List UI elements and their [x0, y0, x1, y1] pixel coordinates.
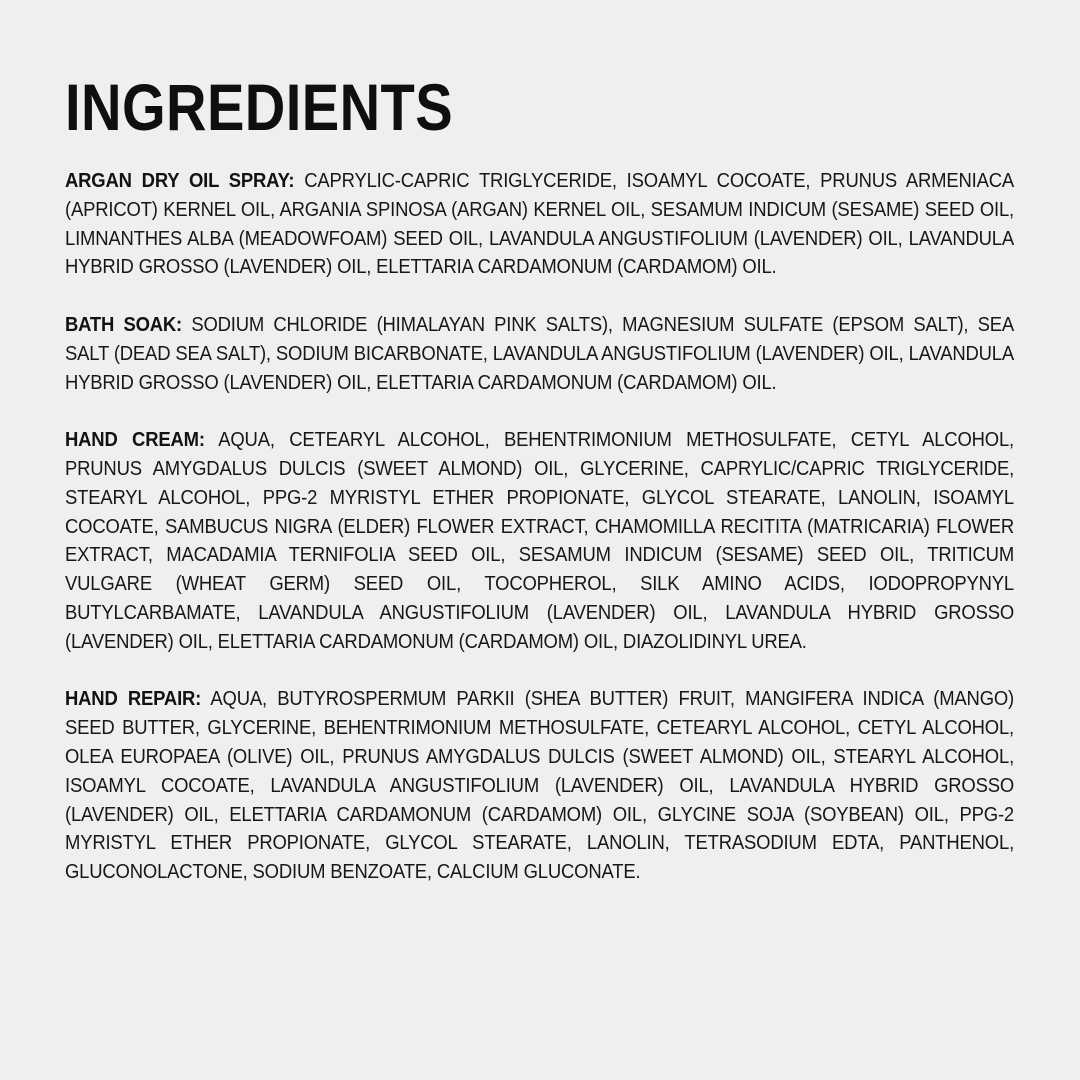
ingredients-list — [65, 167, 1014, 887]
section-label-argan-dry-oil-spray: ARGAN DRY OIL SPRAY: — [65, 169, 295, 192]
section-hand-cream — [65, 426, 1014, 656]
section-ingredients-bath-soak: SODIUM CHLORIDE (HIMALAYAN PINK SALTS), MAGNESIUM SULFATE (EPSOM SALT), SEA SALT (DEAD SEA SALT), SODIUM BICARBONATE, LAVANDULA ANGUSTIFOLIUM (LAVENDER) OIL, LAVANDULA HYBRID GROSSO (LAVENDER) OIL, ELETTARIA CARDAMONUM (CARDAMOM) OIL. — [65, 312, 1015, 394]
section-label-bath-soak: BATH SOAK: — [65, 312, 183, 336]
section-label-hand-cream: HAND CREAM: — [65, 428, 205, 452]
section-argan-dry-oil-spray — [65, 167, 1014, 282]
page-title: INGREDIENTS — [65, 70, 454, 144]
section-ingredients-hand-cream: AQUA, CETEARYL ALCOHOL, BEHENTRIMONIUM METHOSULFATE, CETYL ALCOHOL, PRUNUS AMYGDALUS DULCIS (SWEET ALMOND) OIL, GLYCERINE, CAPRYLIC/CAPRIC TRIGLYCERIDE, STEARYL ALCOHOL, PPG-2 MYRISTYL ETHER PROPIONATE, GLYCOL STEARATE, LANOLIN, ISOAMYL COCOATE, SAMBUCUS NIGRA (ELDER) FLOWER EXTRACT, CHAMOMILLA RECITITA (MATRICARIA) FLOWER EXTRACT, MACADAMIA TERNIFOLIA SEED OIL, SESAMUM INDICUM (SESAME) SEED OIL, TRITICUM VULGARE (WHEAT GERM) SEED OIL, TOCOPHEROL, SILK AMINO ACIDS, IODOPROPYNYL BUTYLCARBAMATE, LAVANDULA ANGUSTIFOLIUM (LAVENDER) OIL, LAVANDULA HYBRID GROSSO (LAVENDER) OIL, ELETTARIA CARDAMONUM (CARDAMOM) OIL, DIAZOLIDINYL UREA. — [65, 428, 1015, 653]
section-hand-repair — [65, 685, 1014, 887]
section-ingredients-hand-repair: AQUA, BUTYROSPERMUM PARKII (SHEA BUTTER) FRUIT, MANGIFERA INDICA (MANGO) SEED BUTTER, GLYCERINE, BEHENTRIMONIUM METHOSULFATE, CETEARYL ALCOHOL, CETYL ALCOHOL, OLEA EUROPAEA (OLIVE) OIL, PRUNUS AMYGDALUS DULCIS (SWEET ALMOND) OIL, STEARYL ALCOHOL, ISOAMYL COCOATE, LAVANDULA ANGUSTIFOLIUM (LAVENDER) OIL, LAVANDULA HYBRID GROSSO (LAVENDER) OIL, ELETTARIA CARDAMONUM (CARDAMOM) OIL, GLYCINE SOJA (SOYBEAN) OIL, PPG-2 MYRISTYL ETHER PROPIONATE, GLYCOL STEARATE, LANOLIN, TETRASODIUM EDTA, PANTHENOL, GLUCONOLACTONE, SODIUM BENZOATE, CALCIUM GLUCONATE. — [65, 687, 1015, 884]
section-bath-soak — [65, 311, 1014, 397]
section-label-hand-repair: HAND REPAIR: — [65, 687, 202, 711]
section-ingredients-argan-dry-oil-spray: CAPRYLIC-CAPRIC TRIGLYCERIDE, ISOAMYL COCOATE, PRUNUS ARMENIACA (APRICOT) KERNEL OIL, ARGANIA SPINOSA (ARGAN) KERNEL OIL, SESAMUM INDICUM (SESAME) SEED OIL, LIMNANTHES ALBA (MEADOWFOAM) SEED OIL, LAVANDULA ANGUSTIFOLIUM (LAVENDER) OIL, LAVANDULA HYBRID GROSSO (LAVENDER) OIL, ELETTARIA CARDAMONUM (CARDAMOM) OIL. — [65, 169, 1015, 279]
